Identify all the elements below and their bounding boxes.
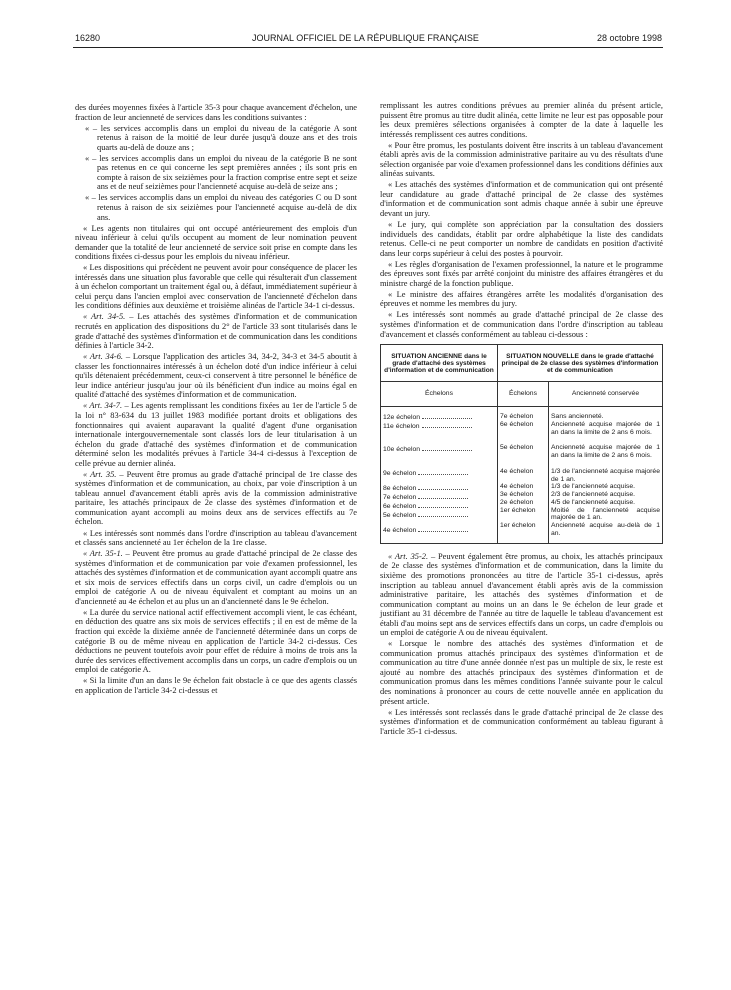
new-echelon-text: 6e échelon: [500, 420, 534, 428]
dotted-leader: [418, 484, 468, 490]
old-echelon: [383, 502, 495, 511]
paragraph: [75, 103, 357, 122]
anciennete-value: [551, 468, 660, 484]
article-number: « Art. 34-6.: [83, 352, 123, 362]
paragraph-text: des durées moyennes fixées à l'article 35-3 pour chaque avancement d'échelon, une fraction de leur ancienneté de services dans les conditions suivantes :: [75, 103, 357, 122]
old-echelon: [383, 511, 495, 527]
paragraph: [380, 180, 663, 218]
paragraph: [380, 290, 663, 309]
anciennete-value-text: 1/3 de l'ancienneté acquise majorée de 1 an.: [551, 467, 660, 483]
old-echelon-text: 5e échelon: [383, 511, 417, 519]
paragraph-text: « – les services accomplis dans un emploi du niveau des catégories C ou D sont retenus à raison de six seizièmes pour l'ancienneté acquise au-delà de dix ans.: [85, 193, 357, 222]
old-echelon-text: 6e échelon: [383, 502, 417, 510]
new-echelon: [500, 468, 546, 484]
paragraph-text: – Les agents remplissant les conditions fixées au 1er de l'article 5 de la loi n° 83-634 du 13 juillet 1983 modifiée portant droits et obligations des fonctionnaires qui avaient auparavant la qualité d'agent d'une organisation internationale intergouvernementale sont classés lors de leur titularisation à un échelon du grade d'attaché des systèmes d'information et de communication déterminé selon les modalités prévues à l'article 34-4 ci-dessus à l'exception de celle prévue au dernier alinéa.: [75, 401, 357, 468]
paragraph: [380, 552, 663, 638]
paragraph: [380, 101, 663, 139]
paragraph: [75, 549, 357, 606]
paragraph: [75, 676, 357, 695]
paragraph: [380, 260, 663, 289]
classification-table: [380, 344, 663, 544]
new-echelon-text: 1er échelon: [500, 506, 536, 514]
anciennete-value: [551, 483, 660, 491]
paragraph-text: « Les règles d'organisation de l'examen professionnel, la nature et le programme des épreuves sont fixés par arrêté conjoint du ministre des affaires étrangères et du ministre chargé de la fonction publique.: [380, 259, 663, 288]
article-number: « Art. 34-7.: [83, 401, 123, 411]
table-head-row: [381, 345, 663, 382]
head-old-situation: SITUATION ANCIENNE dans le grade d'attaché des systèmes d'information et de communication: [381, 345, 498, 382]
paragraph-text: « Les dispositions qui précèdent ne peuvent avoir pour conséquence de placer les intéressés dans une situation plus favorable que celle qui résulterait d'un classement à un échelon comportant un traitement égal ou, à défaut, immédiatement supérieur à celui perçu dans l'ancien emploi avec conservation de l'ancienneté d'échelon dans les conditions définies aux deuxième et troisième alinéas de l'article 34-1 ci-dessus.: [75, 263, 357, 311]
paragraph: [380, 708, 663, 737]
dotted-leader: [418, 526, 468, 532]
paragraph-text: « La durée du service national actif effectivement accompli vient, le cas échéant, en déduction des quatre ans six mois de services effectifs ; il en est de même de la fraction qui excède la dixième année de l'ancienneté déterminée dans un corps de catégorie B ou de même niveau en application de l'article 34-2 ci-dessus. Ces déductions ne peuvent toutefois avoir pour effet de réduire à moins de trois ans la durée des services effectivement accomplis dans un corps, un cadre d'emplois ou un emploi de catégorie A.: [75, 607, 357, 675]
paragraph-text: – Lorsque l'application des articles 34, 34-2, 34-3 et 34-5 aboutit à classer les fonctionnaires intéressés à un échelon doté d'un indice inférieur à celui qu'ils détenaient précédemment, ceux-ci conservent à titre personnel le bénéfice de leur indice antérieur jusqu'au jour où ils bénéficient d'un indice au moins égal en qualité d'attaché des systèmes d'information et de communication.: [75, 352, 357, 400]
page-number: 16280: [75, 33, 101, 43]
paragraph-text: « Pour être promus, les postulants doivent être inscrits à un tableau d'avancement établi après avis de la commission administrative paritaire au vu des résultats d'une sélection organisée par voie d'examen professionnel dans les conditions définies aux alinéas suivants.: [380, 140, 663, 179]
paragraph-text: – Les attachés des systèmes d'information et de communication recrutés en application des dispositions du 2° de l'article 33 sont titularisés dans le grade d'attaché des systèmes d'information et de communication dans les conditions définies à l'article 34-2.: [75, 312, 358, 351]
new-echelon-text: 4e échelon: [500, 467, 534, 475]
anciennete-value-text: Sans ancienneté.: [551, 413, 604, 421]
article-number: « Art. 35.: [83, 469, 117, 479]
old-echelon: [383, 422, 495, 445]
dotted-leader: [418, 469, 468, 475]
paragraph: [380, 639, 663, 706]
col-anciennete: Ancienneté conservée: [549, 382, 663, 407]
paragraph: [75, 608, 357, 675]
new-echelon: [500, 522, 546, 538]
paragraph-text: « Les intéressés sont nommés au grade d'attaché principal de 2e classe des systèmes d'information et de communication dans l'ordre d'inscription au tableau d'avancement et classés conformément au tableau ci-dessous :: [380, 310, 663, 339]
paragraph: [380, 310, 663, 339]
paragraph: [75, 529, 357, 548]
paragraph-text: « Les intéressés sont nommés dans l'ordre d'inscription au tableau d'avancement et classés sans ancienneté au 1er échelon de la 1re classe.: [75, 528, 357, 548]
paragraph: [75, 224, 357, 262]
paragraph-text: remplissant les autres conditions prévues au premier alinéa du présent article, puissent être promus au titre dudit alinéa, cette limite ne leur est pas opposable pour les deux premières sélections organisées à compter de la date à laquelle les intéressés remplissent ces autres conditions.: [380, 101, 663, 139]
dotted-leader: [418, 493, 468, 499]
new-echelon-text: 5e échelon: [500, 444, 534, 452]
new-echelon-text: 3e échelon: [500, 491, 534, 499]
anciennete-value-text: Moitié de l'ancienneté acquise majorée de 1 an.: [551, 506, 660, 522]
paragraph: [75, 470, 357, 527]
anciennete-value: [551, 444, 660, 467]
old-echelon-text: 11e échelon: [383, 422, 420, 430]
paragraph: [75, 154, 357, 192]
old-echelon: [383, 493, 495, 502]
new-echelon: [500, 483, 546, 491]
paragraph-text: « Lorsque le nombre des attachés des systèmes d'information et de communication promus attachés principaux des systèmes d'information et de communication au titre d'une année donnée n'est pas un multiple de six, le reste est ajouté au nombre des attachés principaux des systèmes d'information et de communication promus dans les mêmes conditions l'année suivante pour le calcul des nominations à prononcer au cours de cette nouvelle année en application du présent article.: [380, 639, 663, 706]
article-number: « Art. 34-5.: [83, 312, 126, 322]
new-echelon: [500, 491, 546, 499]
old-echelon: [383, 526, 495, 542]
anciennete-value: [551, 499, 660, 507]
old-echelon: [383, 469, 495, 485]
dotted-leader: [422, 422, 472, 428]
old-echelon: [383, 413, 495, 422]
dotted-leader: [418, 511, 468, 517]
paragraph: [75, 352, 357, 400]
table-subhead-row: [381, 382, 663, 407]
old-echelon-text: 9e échelon: [383, 469, 417, 477]
old-echelon-text: 8e échelon: [383, 485, 417, 493]
old-echelon: [383, 484, 495, 493]
article-number: « Art. 35-2.: [388, 551, 429, 561]
dotted-leader: [422, 445, 472, 451]
paragraph: [75, 263, 357, 311]
paragraph-text: – Peuvent être promus au grade d'attaché principal de 2e classe des systèmes d'information et de communication par voie d'examen professionnel, les attachés des systèmes d'information et de communication ayant accompli quatre ans et six mois de services effectifs dans un corps civil, un cadre d'emplois ou un emploi de catégorie A ou de niveau équivalent et comptant au moins un an d'ancienneté au 4e échelon et au plus un an d'ancienneté dans le 9e échelon.: [75, 549, 357, 606]
new-echelon: [500, 421, 546, 444]
anciennete-value: [551, 413, 660, 421]
new-echelon-text: 7e échelon: [500, 413, 534, 421]
anciennete-value-text: 2/3 de l'ancienneté acquise.: [551, 491, 636, 499]
new-echelon: [500, 499, 546, 507]
issue-date: 28 octobre 1998: [596, 33, 662, 43]
anciennete-value: [551, 421, 660, 444]
anciennete-value: [551, 522, 660, 538]
right-column-top: [380, 101, 663, 339]
old-echelon-text: 10e échelon: [383, 446, 421, 454]
paragraph: [380, 141, 663, 179]
anciennete-value: [551, 491, 660, 499]
anciennete-value: [551, 507, 660, 523]
old-echelon: [383, 445, 495, 468]
anciennete-value-text: 1/3 de l'ancienneté acquise.: [551, 483, 636, 491]
col-old-echelons: Échelons: [381, 382, 498, 407]
anciennete-value-text: Ancienneté acquise majorée de 1 an dans la limite de 2 ans 6 mois.: [551, 420, 660, 436]
paragraph-text: « Le jury, qui complète son appréciation par la consultation des dossiers individuels des candidats, établit par ordre alphabétique la liste des candidats retenus. Celle-ci ne peut comporter un nombre de candidats en position d'activité dans leur corps supérieur à celui des postes à pourvoir.: [380, 220, 663, 258]
right-column-bottom: [380, 552, 663, 736]
paragraph-text: « Si la limite d'un an dans le 9e échelon fait obstacle à ce que des agents classés en application de l'article 34-2 ci-dessus et: [75, 676, 357, 695]
anciennete-value-text: Ancienneté acquise majorée de 1 an dans la limite de 2 ans 6 mois.: [551, 444, 660, 460]
table-body-row: [381, 407, 663, 544]
left-column: [75, 103, 357, 697]
right-column: [380, 101, 663, 738]
head-new-situation: SITUATION NOUVELLE dans le grade d'attaché principal de 2e classe des systèmes d'information et de communication: [498, 345, 663, 382]
paragraph-text: « Le ministre des affaires étrangères arrête les modalités d'organisation des épreuves et nomme les membres du jury.: [380, 289, 663, 309]
old-echelon-text: 12e échelon: [383, 414, 421, 422]
new-echelon: [500, 507, 546, 523]
dotted-leader: [418, 502, 468, 508]
old-echelons-cell: [381, 407, 498, 544]
page-header: [0, 33, 731, 47]
article-number: « Art. 35-1.: [83, 549, 123, 559]
new-echelon: [500, 444, 546, 467]
dotted-leader: [422, 413, 472, 419]
new-echelon-text: 4e échelon: [500, 483, 534, 491]
paragraph-text: – Peuvent être promus au grade d'attaché principal de 1re classe des systèmes d'information et de communication, au choix, par voie d'inscription à un tableau annuel d'avancement établi après avis de la commission administrative paritaire, les attachés principaux de 2e classe des systèmes d'information et de communication ayant accompli au moins deux ans de services effectifs au 7e échelon.: [75, 469, 357, 527]
new-echelons-cell: [498, 407, 549, 544]
paragraph: [75, 193, 357, 222]
new-echelon-text: 1er échelon: [500, 522, 536, 530]
paragraph-text: « – les services accomplis dans un emploi du niveau de la catégorie B ne sont pas retenus en ce qui concerne les sept premières années ; ils sont pris en compte à raison de six seizièmes pour la fraction comprise entre sept et seize ans et de neuf seizièmes pour l'ancienneté acquise au-delà de seize ans ;: [85, 153, 357, 192]
paragraph-text: – Peuvent également être promus, au choix, les attachés principaux de 2e classe des systèmes d'information et de communication, dans la limite du sixième des promotions prononcées au titre de l'article 35-1 ci-dessus, après inscription au tableau annuel d'avancement établi après avis de la commission administrative paritaire, les attachés des systèmes d'information et de communication comptant au moins un an dans le 9e échelon de leur grade et justifiant au 31 décembre de l'année au titre de laquelle le tableau d'avancement est établi d'au moins sept ans de services effectifs dans un corps, un cadre d'emplois ou un emploi de catégorie A ou de niveau équivalent.: [380, 551, 663, 638]
paragraph: [380, 220, 663, 258]
anciennete-value-text: Ancienneté acquise au-delà de 1 an.: [551, 522, 660, 538]
col-new-echelons: Échelons: [498, 382, 549, 407]
new-echelon: [500, 413, 546, 421]
paragraph: [75, 124, 357, 153]
paragraph: [75, 401, 357, 468]
paragraph-text: « Les attachés des systèmes d'information et de communication qui ont présenté leur candidature au grade d'attaché principal de 2e classe des systèmes d'information et de communication sont admis chaque année à subir une épreuve devant un jury.: [380, 180, 663, 219]
new-echelon-text: 2e échelon: [500, 498, 534, 506]
paragraph: [75, 312, 357, 350]
journal-title: JOURNAL OFFICIEL DE LA RÉPUBLIQUE FRANÇAISE: [252, 33, 479, 43]
old-echelon-text: 7e échelon: [383, 494, 417, 502]
anciennete-value-text: 4/5 de l'ancienneté acquise.: [551, 498, 636, 506]
paragraph-text: « – les services accomplis dans un emploi du niveau de la catégorie A sont retenus à raison de la moitié de leur durée jusqu'à douze ans et des trois quarts au-delà de douze ans ;: [85, 123, 357, 152]
paragraph-text: « Les agents non titulaires qui ont occupé antérieurement des emplois d'un niveau inférieur à celui qu'ils occupent au moment de leur nomination peuvent demander que la totalité de leur ancienneté de service soit prise en compte dans les conditions fixées ci-dessus pour les emplois du niveau inférieur.: [75, 223, 357, 262]
old-echelon-text: 4e échelon: [383, 527, 417, 535]
anciennete-cell: [549, 407, 663, 544]
header-rule: [73, 47, 663, 48]
paragraph-text: « Les intéressés sont reclassés dans le grade d'attaché principal de 2e classe des systèmes d'information et de communication conformément au tableau figurant à l'article 35-1 ci-dessus.: [380, 707, 663, 736]
